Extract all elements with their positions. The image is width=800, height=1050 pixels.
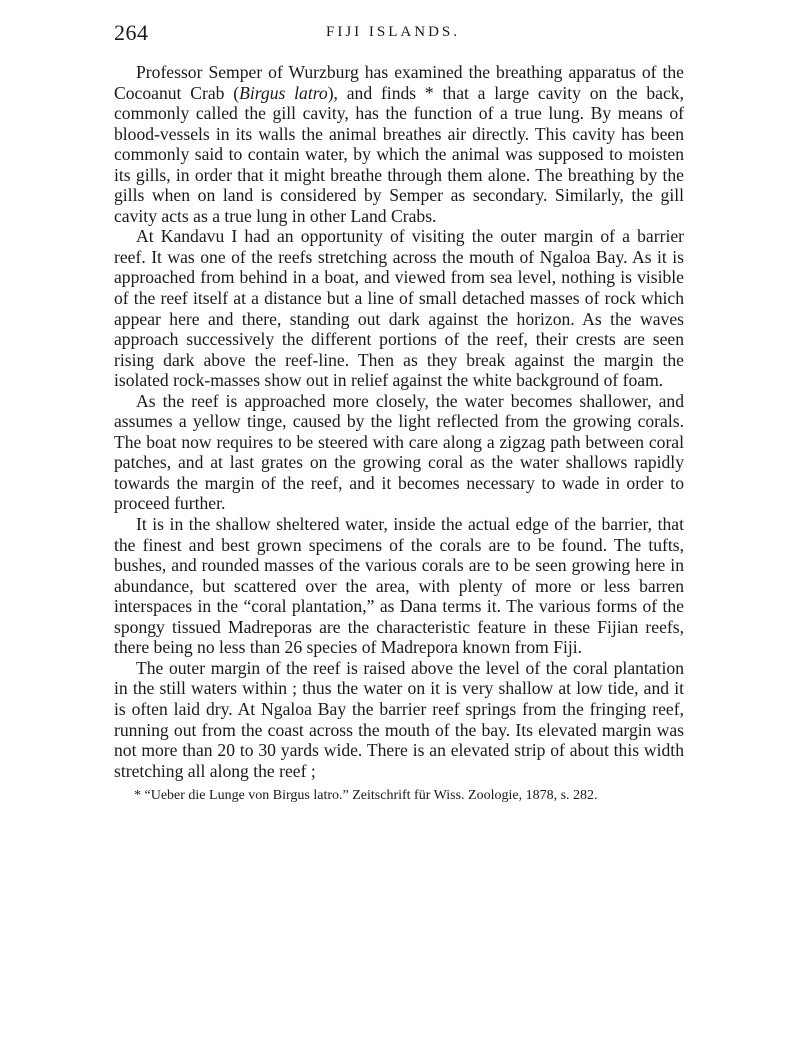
paragraph-semper [114, 62, 684, 226]
page-number: 264 [114, 20, 149, 45]
page-header [114, 20, 684, 50]
book-page [114, 20, 684, 805]
running-title: FIJI ISLANDS. [326, 24, 461, 40]
species-name: Birgus latro [239, 82, 328, 103]
paragraph-text: Professor Semper of Wurzburg has examined the breathing apparatus of the Cocoanut Crab ( [114, 62, 684, 103]
paragraph-text: ), and finds * that a large cavity on the back, commonly called the gill cavity, has the function of a true lung. By means of blood-vessels in its walls the animal breathes air directly. This cavity has been commonly said to contain water, by which the animal was supposed to moisten its gills, in order that it might breathe through them alone. The breathing by the gills when on land is considered by Semper as secondary. Similarly, the gill cavity acts as a true lung in other Land Crabs. [114, 82, 684, 226]
paragraph-sheltered-water: It is in the shallow sheltered water, inside the actual edge of the barrier, that the finest and best grown specimens of the corals are to be found. The tufts, bushes, and rounded masses of the various corals are to be seen growing here in abundance, but scattered over the area, with plenty of more or less barren interspaces in the “coral plantation,” as Dana terms it. The various forms of the spongy tissued Madreporas are the characteristic feature in these Fijian reefs, there being no less than 26 species of Madrepora known from Fiji. [114, 514, 684, 658]
body-text [114, 62, 684, 781]
paragraph-approach: As the reef is approached more closely, the water becomes shallower, and assumes a yellow tinge, caused by the light reflected from the growing corals. The boat now requires to be steered with care along a zigzag path between coral patches, and at last grates on the growing coral as the water shallows rapidly towards the margin of the reef, and it becomes necessary to wade in order to proceed further. [114, 390, 684, 514]
footnote: * “Ueber die Lunge von Birgus latro.” Zeitschrift für Wiss. Zoologie, 1878, s. 282. [134, 788, 598, 804]
paragraph-kandavu: At Kandavu I had an opportunity of visiting the outer margin of a barrier reef. It was one of the reefs stretching across the mouth of Ngaloa Bay. As it is approached from behind in a boat, and viewed from sea level, nothing is visible of the reef itself at a distance but a line of small detached masses of rock which appear here and there, standing out dark against the horizon. As the waves approach successively the different portions of the reef, their crests are seen rising dark above the reef-line. Then as they break against the margin the isolated rock-masses show out in relief against the white background of foam. [114, 226, 684, 391]
paragraph-outer-margin: The outer margin of the reef is raised above the level of the coral plantation in the still waters within ; thus the water on it is very shallow at low tide, and it is often laid dry. At Ngaloa Bay the barrier reef springs from the fringing reef, running out from the coast across the mouth of the bay. Its elevated margin was not more than 20 to 30 yards wide. There is an elevated strip of about this width stretching all along the reef ; [114, 657, 684, 781]
